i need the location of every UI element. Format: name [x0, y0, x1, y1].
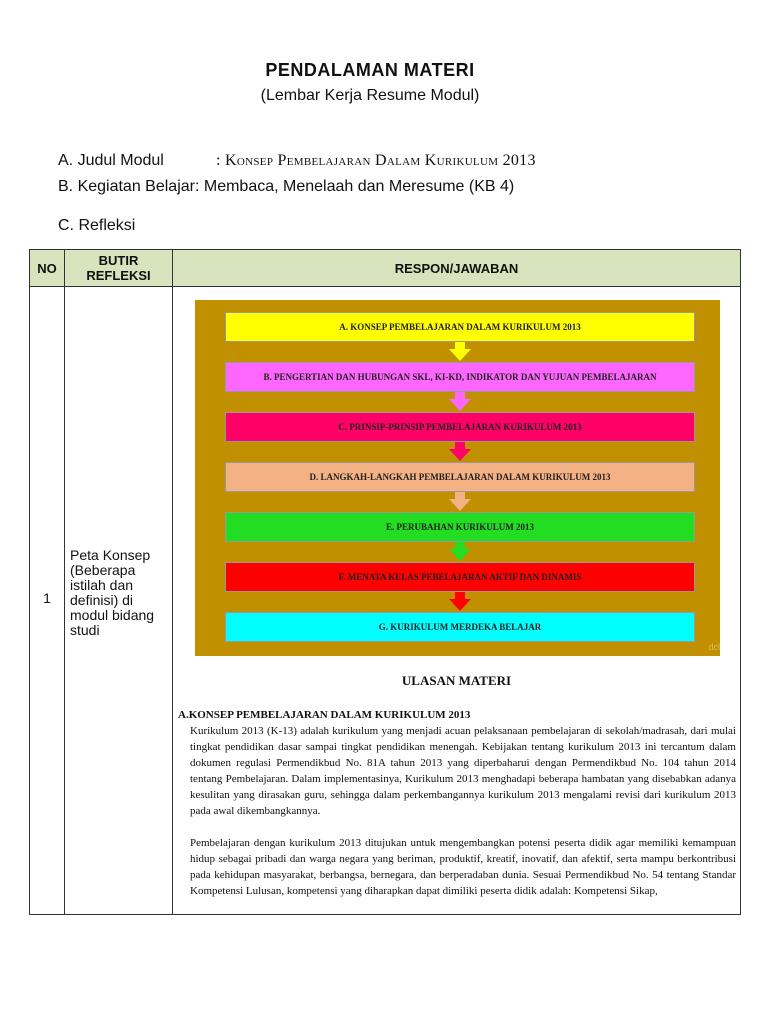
page-subtitle: (Lembar Kerja Resume Modul) — [260, 87, 480, 104]
flow-arrow-icon — [449, 399, 471, 411]
judul-modul-row — [58, 152, 536, 170]
paragraph-1: Kurikulum 2013 (K-13) adalah kurikulum yang menjadi acuan pelaksanaan pembelajaran di sekolah/madrasah, dari mulai tingkat pendidikan dasar sampai tingkat pendidikan menengah. Kebijakan tentang kurikulum 2013 ini tercantum dalam dokumen regulasi Permendikbud No. 81A tahun 2013 yang diperbaharui dengan Permendikbud No. 104 tahun 2014 tentang Pembelajaran. Dalam implementasinya, Kurikulum 2013 menghadapi beberapa hambatan yang disebabkan adanya kesulitan yang dirasakan guru, sehingga dalam perkembangannya kurikulum 2013 mengalami revisi dari kurikulum 2013 pada awal dikembangkannya. — [190, 725, 736, 817]
flow-arrow-icon — [449, 349, 471, 361]
judul-modul-value: : Konsep Pembelajaran Dalam Kurikulum 2013 — [216, 152, 536, 169]
concept-map-item-a: A. KONSEP PEMBELAJARAN DALAM KURIKULUM 2013 — [225, 312, 695, 342]
watermark: dcl — [708, 642, 720, 652]
kegiatan-belajar-label: B. Kegiatan Belajar — [58, 178, 195, 195]
judul-modul-label: A. Judul Modul — [58, 152, 164, 169]
ulasan-materi-title: ULASAN MATERI — [401, 673, 512, 688]
concept-map-item-b: B. PENGERTIAN DAN HUBUNGAN SKL, KI-KD, INDIKATOR DAN YUJUAN PEMBELAJARAN — [225, 362, 695, 392]
header-respon-jawaban: RESPON/JAWABAN — [394, 260, 519, 276]
kegiatan-belajar-row — [58, 178, 514, 196]
flow-arrow-icon — [449, 499, 471, 511]
row-number: 1 — [43, 590, 51, 606]
paragraph-2: Pembelajaran dengan kurikulum 2013 ditujukan untuk mengembangkan potensi peserta didik agar memiliki kemampuan hidup sebagai pribadi dan warga negara yang beriman, produktif, kreatif, inovatif, dan afektif, serta mampu berkontribusi pada kehidupan masyarakat, berbangsa, bernegara, dan berperadaban dunia. Sesuai Permendikbud No. 54 tentang Standar Kompetensi Lulusan, kompetensi yang diharapkan dapat dimiliki peserta didik adalah: Kompetensi Sikap, — [190, 837, 736, 897]
concept-map-item-e: E. PERUBAHAN KURIKULUM 2013 — [225, 512, 695, 542]
concept-map-item-d: D. LANGKAH-LANGKAH PEMBELAJARAN DALAM KURIKULUM 2013 — [225, 462, 695, 492]
header-no: NO — [37, 260, 57, 276]
flow-arrow-icon — [449, 599, 471, 611]
header-butir-refleksi: BUTIR REFLEKSI — [86, 253, 151, 283]
concept-map-item-f: F. MENATA KELAS PEBELAJARAN AKTIF DAN DINAMIS — [225, 562, 695, 592]
section-a-title: A.KONSEP PEMBELAJARAN DALAM KURIKULUM 2013 — [178, 709, 471, 721]
column-divider — [172, 250, 173, 914]
refleksi-label: C. Refleksi — [58, 217, 136, 234]
concept-map-item-c: C. PRINSIP-PRINSIP PEMBELAJARAN KURIKULUM 2013 — [225, 412, 695, 442]
concept-map — [195, 300, 720, 656]
concept-map-item-g: G. KURIKULUM MERDEKA BELAJAR — [225, 612, 695, 642]
kegiatan-belajar-value: : Membaca, Menelaah dan Meresume (KB 4) — [194, 178, 515, 195]
reflection-table — [29, 249, 741, 915]
page-title: PENDALAMAN MATERI — [265, 60, 475, 80]
flow-arrow-icon — [449, 449, 471, 461]
flow-arrow-icon — [449, 549, 471, 561]
column-divider — [64, 250, 65, 914]
butir-refleksi-text: Peta Konsep (Beberapa istilah dan definisi) di modul bidang studi — [70, 547, 155, 638]
